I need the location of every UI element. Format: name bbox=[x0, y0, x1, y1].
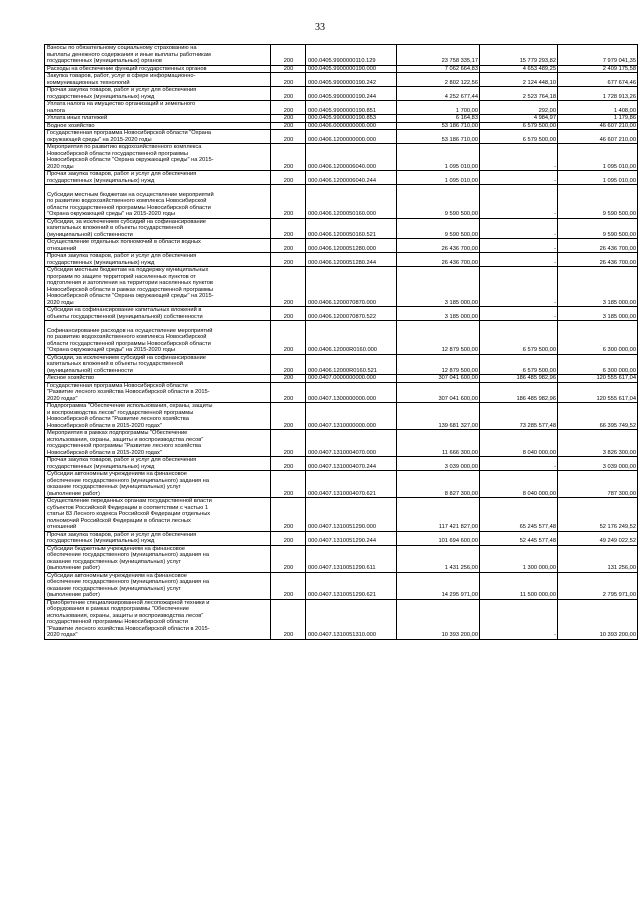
row-executed-amount-cell: - bbox=[480, 144, 558, 171]
table-row bbox=[45, 73, 638, 87]
row-name-cell: Прочая закупка товаров, работ и услуг для обеспечения государственных (муниципальных) нужд bbox=[45, 171, 271, 185]
row-approved-amount-cell: 9 590 500,00 bbox=[397, 218, 480, 239]
row-unexecuted-amount-cell: 46 607 210,00 bbox=[558, 122, 638, 130]
row-name-cell: Прочая закупка товаров, работ и услуг для обеспечения государственных (муниципальных) нужд bbox=[45, 457, 271, 471]
row-approved-amount-cell: 26 436 700,00 bbox=[397, 253, 480, 267]
row-name-cell: Субсидии местным бюджетам на осуществление мероприятий по развитию водохозяйственного комплекса Новосибирской области государственной программы Новосибирской области "Охрана окружающей среды" на 2015-2020 годы bbox=[45, 185, 271, 219]
table-row bbox=[45, 87, 638, 101]
row-executed-amount-cell: 4 984,97 bbox=[480, 115, 558, 123]
row-classification-code-cell: 000.0407.1310051290.611 bbox=[306, 545, 397, 572]
row-code-cell: 200 bbox=[271, 171, 306, 185]
row-classification-code-cell: 000.0406.12000R0160.521 bbox=[306, 354, 397, 375]
page-number: 33 bbox=[315, 22, 325, 33]
row-executed-amount-cell: 4 653 489,25 bbox=[480, 65, 558, 73]
row-unexecuted-amount-cell: 26 436 700,00 bbox=[558, 239, 638, 253]
row-name-cell: Государственная программа Новосибирской области "Развитие лесного хозяйства Новосибирской области в 2015- 2020 годах" bbox=[45, 382, 271, 403]
row-approved-amount-cell: 23 758 335,17 bbox=[397, 45, 480, 66]
row-unexecuted-amount-cell: 66 395 749,52 bbox=[558, 403, 638, 430]
row-executed-amount-cell: 2 124 448,10 bbox=[480, 73, 558, 87]
row-classification-code-cell: 000.0406.1200050160.000 bbox=[306, 185, 397, 219]
row-approved-amount-cell: 3 185 000,00 bbox=[397, 267, 480, 307]
row-executed-amount-cell: 6 579 500,00 bbox=[480, 321, 558, 355]
row-classification-code-cell: 000.0405.9900000110.129 bbox=[306, 45, 397, 66]
row-executed-amount-cell: 11 500 000,00 bbox=[480, 572, 558, 599]
row-approved-amount-cell: 4 252 677,44 bbox=[397, 87, 480, 101]
row-code-cell: 200 bbox=[271, 65, 306, 73]
row-name-cell: Софинансирование расходов на осуществление мероприятий по развитию водохозяйственного комплекса Новосибирской области государственной программы Новосибирской области "Охрана окружающей среды" на 2015-2020 годы bbox=[45, 321, 271, 355]
row-classification-code-cell: 000.0406.1200051280.244 bbox=[306, 253, 397, 267]
row-classification-code-cell: 000.0407.1310051290.000 bbox=[306, 498, 397, 532]
table-row bbox=[45, 130, 638, 144]
row-code-cell: 200 bbox=[271, 545, 306, 572]
table-row bbox=[45, 382, 638, 403]
row-classification-code-cell: 000.0407.0000000000.000 bbox=[306, 375, 397, 383]
table-row bbox=[45, 457, 638, 471]
row-classification-code-cell: 000.0406.1200006040.000 bbox=[306, 144, 397, 171]
row-executed-amount-cell: - bbox=[480, 239, 558, 253]
row-executed-amount-cell: 186 485 982,96 bbox=[480, 382, 558, 403]
row-executed-amount-cell: 8 040 000,00 bbox=[480, 471, 558, 498]
row-code-cell: 200 bbox=[271, 253, 306, 267]
row-executed-amount-cell: - bbox=[480, 599, 558, 639]
table-row bbox=[45, 375, 638, 383]
row-classification-code-cell: 000.0407.1310004070.621 bbox=[306, 471, 397, 498]
row-approved-amount-cell: 1 095 010,00 bbox=[397, 171, 480, 185]
row-unexecuted-amount-cell: 677 674,46 bbox=[558, 73, 638, 87]
row-code-cell: 200 bbox=[271, 498, 306, 532]
row-approved-amount-cell: 53 186 710,00 bbox=[397, 122, 480, 130]
row-name-cell: Приобретение специализированной лесопожарной техники и оборудования в рамках подпрограммы "Обеспечение использования, охраны, защиты и воспроизводства лесов" государственной программы Новосибирской области "Развитие лесного хозяйства Новосибирской области в 2015- 2020 годах" bbox=[45, 599, 271, 639]
row-code-cell: 200 bbox=[271, 430, 306, 457]
row-approved-amount-cell: 12 879 500,00 bbox=[397, 354, 480, 375]
table-row bbox=[45, 545, 638, 572]
row-name-cell: Расходы на обеспечение функций государственных органов bbox=[45, 65, 271, 73]
row-code-cell: 200 bbox=[271, 130, 306, 144]
row-executed-amount-cell: 2 523 764,18 bbox=[480, 87, 558, 101]
row-name-cell: Прочая закупка товаров, работ и услуг для обеспечения государственных (муниципальных) нужд bbox=[45, 531, 271, 545]
row-name-cell: Подпрограмма "Обеспечение использования, охраны, защиты и воспроизводства лесов" государственной программы Новосибирской области "Развитие лесного хозяйства Новосибирской области в 2015-2020 годах" bbox=[45, 403, 271, 430]
row-unexecuted-amount-cell: 3 039 000,00 bbox=[558, 457, 638, 471]
row-classification-code-cell: 000.0407.1300000000.000 bbox=[306, 382, 397, 403]
row-code-cell: 200 bbox=[271, 267, 306, 307]
row-classification-code-cell: 000.0406.1200070870.522 bbox=[306, 307, 397, 321]
row-approved-amount-cell: 1 700,00 bbox=[397, 101, 480, 115]
row-code-cell: 200 bbox=[271, 382, 306, 403]
table-row bbox=[45, 471, 638, 498]
table-row bbox=[45, 572, 638, 599]
row-approved-amount-cell: 9 590 500,00 bbox=[397, 185, 480, 219]
row-name-cell: Уплата налога на имущество организаций и земельного налога bbox=[45, 101, 271, 115]
row-code-cell: 200 bbox=[271, 321, 306, 355]
row-classification-code-cell: 000.0406.1200050160.521 bbox=[306, 218, 397, 239]
row-name-cell: Мероприятия по развитию водохозяйственного комплекса Новосибирской области государственной программы Новосибирской области "Охрана окружающей среды" на 2015- 2020 годы bbox=[45, 144, 271, 171]
table-row bbox=[45, 321, 638, 355]
table-row bbox=[45, 45, 638, 66]
row-executed-amount-cell: 73 285 577,48 bbox=[480, 403, 558, 430]
row-approved-amount-cell: 307 041 600,00 bbox=[397, 382, 480, 403]
row-name-cell: Субсидии автономным учреждениям на финансовое обеспечение государственного (муниципального) задания на оказание государственных (муниципальных) услуг (выполнение работ) bbox=[45, 572, 271, 599]
row-executed-amount-cell: - bbox=[480, 253, 558, 267]
row-code-cell: 200 bbox=[271, 375, 306, 383]
row-executed-amount-cell: 65 245 577,48 bbox=[480, 498, 558, 532]
row-classification-code-cell: 000.0407.1310000000.000 bbox=[306, 403, 397, 430]
row-unexecuted-amount-cell: 9 590 500,00 bbox=[558, 218, 638, 239]
row-executed-amount-cell: 6 579 500,00 bbox=[480, 122, 558, 130]
row-classification-code-cell: 000.0407.1310051290.621 bbox=[306, 572, 397, 599]
row-approved-amount-cell: 117 421 827,00 bbox=[397, 498, 480, 532]
table-row bbox=[45, 171, 638, 185]
row-classification-code-cell: 000.0407.1310051310.000 bbox=[306, 599, 397, 639]
row-name-cell: Субсидии на софинансирование капитальных вложений в объекты государственной (муниципальной) собственности bbox=[45, 307, 271, 321]
row-executed-amount-cell: 52 445 577,48 bbox=[480, 531, 558, 545]
row-name-cell: Государственная программа Новосибирской области "Охрана окружающей среды" на 2015-2020 годы bbox=[45, 130, 271, 144]
row-code-cell: 200 bbox=[271, 457, 306, 471]
row-classification-code-cell: 000.0406.1200000000.000 bbox=[306, 130, 397, 144]
row-approved-amount-cell: 26 436 700,00 bbox=[397, 239, 480, 253]
row-classification-code-cell: 000.0406.1200006040.244 bbox=[306, 171, 397, 185]
row-approved-amount-cell: 101 694 600,00 bbox=[397, 531, 480, 545]
row-approved-amount-cell: 10 393 200,00 bbox=[397, 599, 480, 639]
row-unexecuted-amount-cell: 1 179,86 bbox=[558, 115, 638, 123]
row-classification-code-cell: 000.0405.9900000190.244 bbox=[306, 87, 397, 101]
row-unexecuted-amount-cell: 10 393 200,00 bbox=[558, 599, 638, 639]
row-code-cell: 200 bbox=[271, 73, 306, 87]
row-code-cell: 200 bbox=[271, 471, 306, 498]
row-approved-amount-cell: 307 041 600,00 bbox=[397, 375, 480, 383]
row-code-cell: 200 bbox=[271, 185, 306, 219]
table-row bbox=[45, 253, 638, 267]
row-unexecuted-amount-cell: 1 095 010,00 bbox=[558, 171, 638, 185]
row-code-cell: 200 bbox=[271, 572, 306, 599]
table-row bbox=[45, 122, 638, 130]
row-unexecuted-amount-cell: 3 826 300,00 bbox=[558, 430, 638, 457]
row-unexecuted-amount-cell: 6 300 000,00 bbox=[558, 354, 638, 375]
row-classification-code-cell: 000.0406.12000R0160.000 bbox=[306, 321, 397, 355]
row-unexecuted-amount-cell: 787 300,00 bbox=[558, 471, 638, 498]
row-classification-code-cell: 000.0405.9900000190.853 bbox=[306, 115, 397, 123]
budget-table-body bbox=[45, 45, 638, 640]
table-row bbox=[45, 185, 638, 219]
row-name-cell: Мероприятия в рамках подпрограммы "Обеспечение использования, охраны, защиты и воспроизводства лесов" государственной программы "Развитие лесного хозяйства Новосибирской области в 2015-2020 годах" bbox=[45, 430, 271, 457]
row-name-cell: Субсидии, за исключением субсидий на софинансирование капитальных вложений в объекты государственной (муниципальной) собственности bbox=[45, 218, 271, 239]
row-approved-amount-cell: 139 681 327,00 bbox=[397, 403, 480, 430]
row-unexecuted-amount-cell: 6 300 000,00 bbox=[558, 321, 638, 355]
row-unexecuted-amount-cell: 1 408,00 bbox=[558, 101, 638, 115]
row-name-cell: Лесное хозяйство bbox=[45, 375, 271, 383]
row-code-cell: 200 bbox=[271, 531, 306, 545]
row-unexecuted-amount-cell: 1 728 913,26 bbox=[558, 87, 638, 101]
table-row bbox=[45, 599, 638, 639]
table-row bbox=[45, 65, 638, 73]
table-row bbox=[45, 267, 638, 307]
row-unexecuted-amount-cell: 3 185 000,00 bbox=[558, 267, 638, 307]
row-code-cell: 200 bbox=[271, 403, 306, 430]
table-row bbox=[45, 430, 638, 457]
table-row bbox=[45, 218, 638, 239]
table-row bbox=[45, 239, 638, 253]
row-unexecuted-amount-cell: 49 249 022,52 bbox=[558, 531, 638, 545]
row-approved-amount-cell: 1 431 256,00 bbox=[397, 545, 480, 572]
row-unexecuted-amount-cell: 2 795 971,00 bbox=[558, 572, 638, 599]
row-executed-amount-cell: 186 485 982,96 bbox=[480, 375, 558, 383]
row-classification-code-cell: 000.0407.1310051290.244 bbox=[306, 531, 397, 545]
row-code-cell: 200 bbox=[271, 122, 306, 130]
row-code-cell: 200 bbox=[271, 307, 306, 321]
table-row bbox=[45, 498, 638, 532]
row-executed-amount-cell: - bbox=[480, 218, 558, 239]
row-unexecuted-amount-cell: 120 555 617,04 bbox=[558, 382, 638, 403]
row-executed-amount-cell: 15 779 293,82 bbox=[480, 45, 558, 66]
row-name-cell: Закупка товаров, работ, услуг в сфере информационно- коммуникационных технологий bbox=[45, 73, 271, 87]
row-executed-amount-cell: - bbox=[480, 267, 558, 307]
row-executed-amount-cell: 1 300 000,00 bbox=[480, 545, 558, 572]
row-name-cell: Взносы по обязательному социальному страхованию на выплаты денежного содержания и иные выплаты работникам государственных (муниципальных) органов bbox=[45, 45, 271, 66]
row-classification-code-cell: 000.0406.1200070870.000 bbox=[306, 267, 397, 307]
row-classification-code-cell: 000.0406.0000000000.000 bbox=[306, 122, 397, 130]
row-approved-amount-cell: 3 185 000,00 bbox=[397, 307, 480, 321]
row-classification-code-cell: 000.0405.9900000190.851 bbox=[306, 101, 397, 115]
row-classification-code-cell: 000.0406.1200051280.000 bbox=[306, 239, 397, 253]
row-unexecuted-amount-cell: 52 176 249,52 bbox=[558, 498, 638, 532]
row-classification-code-cell: 000.0405.9900000190.242 bbox=[306, 73, 397, 87]
row-code-cell: 200 bbox=[271, 599, 306, 639]
row-unexecuted-amount-cell: 26 436 700,00 bbox=[558, 253, 638, 267]
row-approved-amount-cell: 11 666 300,00 bbox=[397, 430, 480, 457]
table-row bbox=[45, 115, 638, 123]
row-unexecuted-amount-cell: 3 185 000,00 bbox=[558, 307, 638, 321]
row-code-cell: 200 bbox=[271, 115, 306, 123]
row-unexecuted-amount-cell: 131 256,00 bbox=[558, 545, 638, 572]
row-name-cell: Прочая закупка товаров, работ и услуг для обеспечения государственных (муниципальных) нужд bbox=[45, 87, 271, 101]
row-approved-amount-cell: 8 827 300,00 bbox=[397, 471, 480, 498]
row-executed-amount-cell: 8 040 000,00 bbox=[480, 430, 558, 457]
row-approved-amount-cell: 6 164,83 bbox=[397, 115, 480, 123]
row-code-cell: 200 bbox=[271, 144, 306, 171]
table-row bbox=[45, 307, 638, 321]
row-classification-code-cell: 000.0407.1310004070.244 bbox=[306, 457, 397, 471]
row-classification-code-cell: 000.0405.9900000190.000 bbox=[306, 65, 397, 73]
row-name-cell: Субсидии местным бюджетам на поддержку муниципальных программ по защите территорий населенных пунктов от подтопления и затопления на территории населенных пунктов Новосибирской области в рамках государственной программы Новосибирской области "Охрана окружающей среды" на 2015- 2020 годы bbox=[45, 267, 271, 307]
row-name-cell: Субсидии автономным учреждениям на финансовое обеспечение государственного (муниципального) задания на оказание государственных (муниципальных) услуг (выполнение работ) bbox=[45, 471, 271, 498]
row-approved-amount-cell: 1 095 010,00 bbox=[397, 144, 480, 171]
row-executed-amount-cell: - bbox=[480, 307, 558, 321]
row-unexecuted-amount-cell: 2 409 175,58 bbox=[558, 65, 638, 73]
row-code-cell: 200 bbox=[271, 239, 306, 253]
row-executed-amount-cell: 6 579 500,00 bbox=[480, 354, 558, 375]
row-code-cell: 200 bbox=[271, 218, 306, 239]
row-executed-amount-cell: - bbox=[480, 171, 558, 185]
row-name-cell: Уплата иных платежей bbox=[45, 115, 271, 123]
row-approved-amount-cell: 14 295 971,00 bbox=[397, 572, 480, 599]
row-unexecuted-amount-cell: 120 555 617,04 bbox=[558, 375, 638, 383]
row-code-cell: 200 bbox=[271, 101, 306, 115]
row-code-cell: 200 bbox=[271, 354, 306, 375]
row-classification-code-cell: 000.0407.1310004070.000 bbox=[306, 430, 397, 457]
row-name-cell: Осуществление отдельных полномочий в области водных отношений bbox=[45, 239, 271, 253]
table-row bbox=[45, 354, 638, 375]
table-row bbox=[45, 531, 638, 545]
row-executed-amount-cell: 6 579 500,00 bbox=[480, 130, 558, 144]
row-name-cell: Водное хозяйство bbox=[45, 122, 271, 130]
table-row bbox=[45, 144, 638, 171]
row-unexecuted-amount-cell: 46 607 210,00 bbox=[558, 130, 638, 144]
row-approved-amount-cell: 53 186 710,00 bbox=[397, 130, 480, 144]
row-name-cell: Осуществление переданных органам государственной власти субъектов Российской Федерации в соответствии с частью 1 статьи 83 Лесного кодекса Российской Федерации отдельных полномочий Российской Федерации в области лесных отношений bbox=[45, 498, 271, 532]
row-unexecuted-amount-cell: 1 095 010,00 bbox=[558, 144, 638, 171]
budget-table bbox=[44, 44, 638, 640]
row-executed-amount-cell: - bbox=[480, 185, 558, 219]
row-name-cell: Субсидии бюджетным учреждениям на финансовое обеспечение государственного (муниципального) задания на оказание государственных (муниципальных) услуг (выполнение работ) bbox=[45, 545, 271, 572]
table-row bbox=[45, 101, 638, 115]
row-unexecuted-amount-cell: 9 590 500,00 bbox=[558, 185, 638, 219]
row-approved-amount-cell: 3 039 000,00 bbox=[397, 457, 480, 471]
row-name-cell: Прочая закупка товаров, работ и услуг для обеспечения государственных (муниципальных) нужд bbox=[45, 253, 271, 267]
row-approved-amount-cell: 2 802 122,56 bbox=[397, 73, 480, 87]
row-code-cell: 200 bbox=[271, 45, 306, 66]
row-approved-amount-cell: 7 062 664,83 bbox=[397, 65, 480, 73]
row-approved-amount-cell: 12 879 500,00 bbox=[397, 321, 480, 355]
row-name-cell: Субсидии, за исключением субсидий на софинансирование капитальных вложений в объекты государственной (муниципальной) собственности bbox=[45, 354, 271, 375]
row-executed-amount-cell: - bbox=[480, 457, 558, 471]
row-unexecuted-amount-cell: 7 979 041,35 bbox=[558, 45, 638, 66]
table-row bbox=[45, 403, 638, 430]
row-code-cell: 200 bbox=[271, 87, 306, 101]
row-executed-amount-cell: 292,00 bbox=[480, 101, 558, 115]
